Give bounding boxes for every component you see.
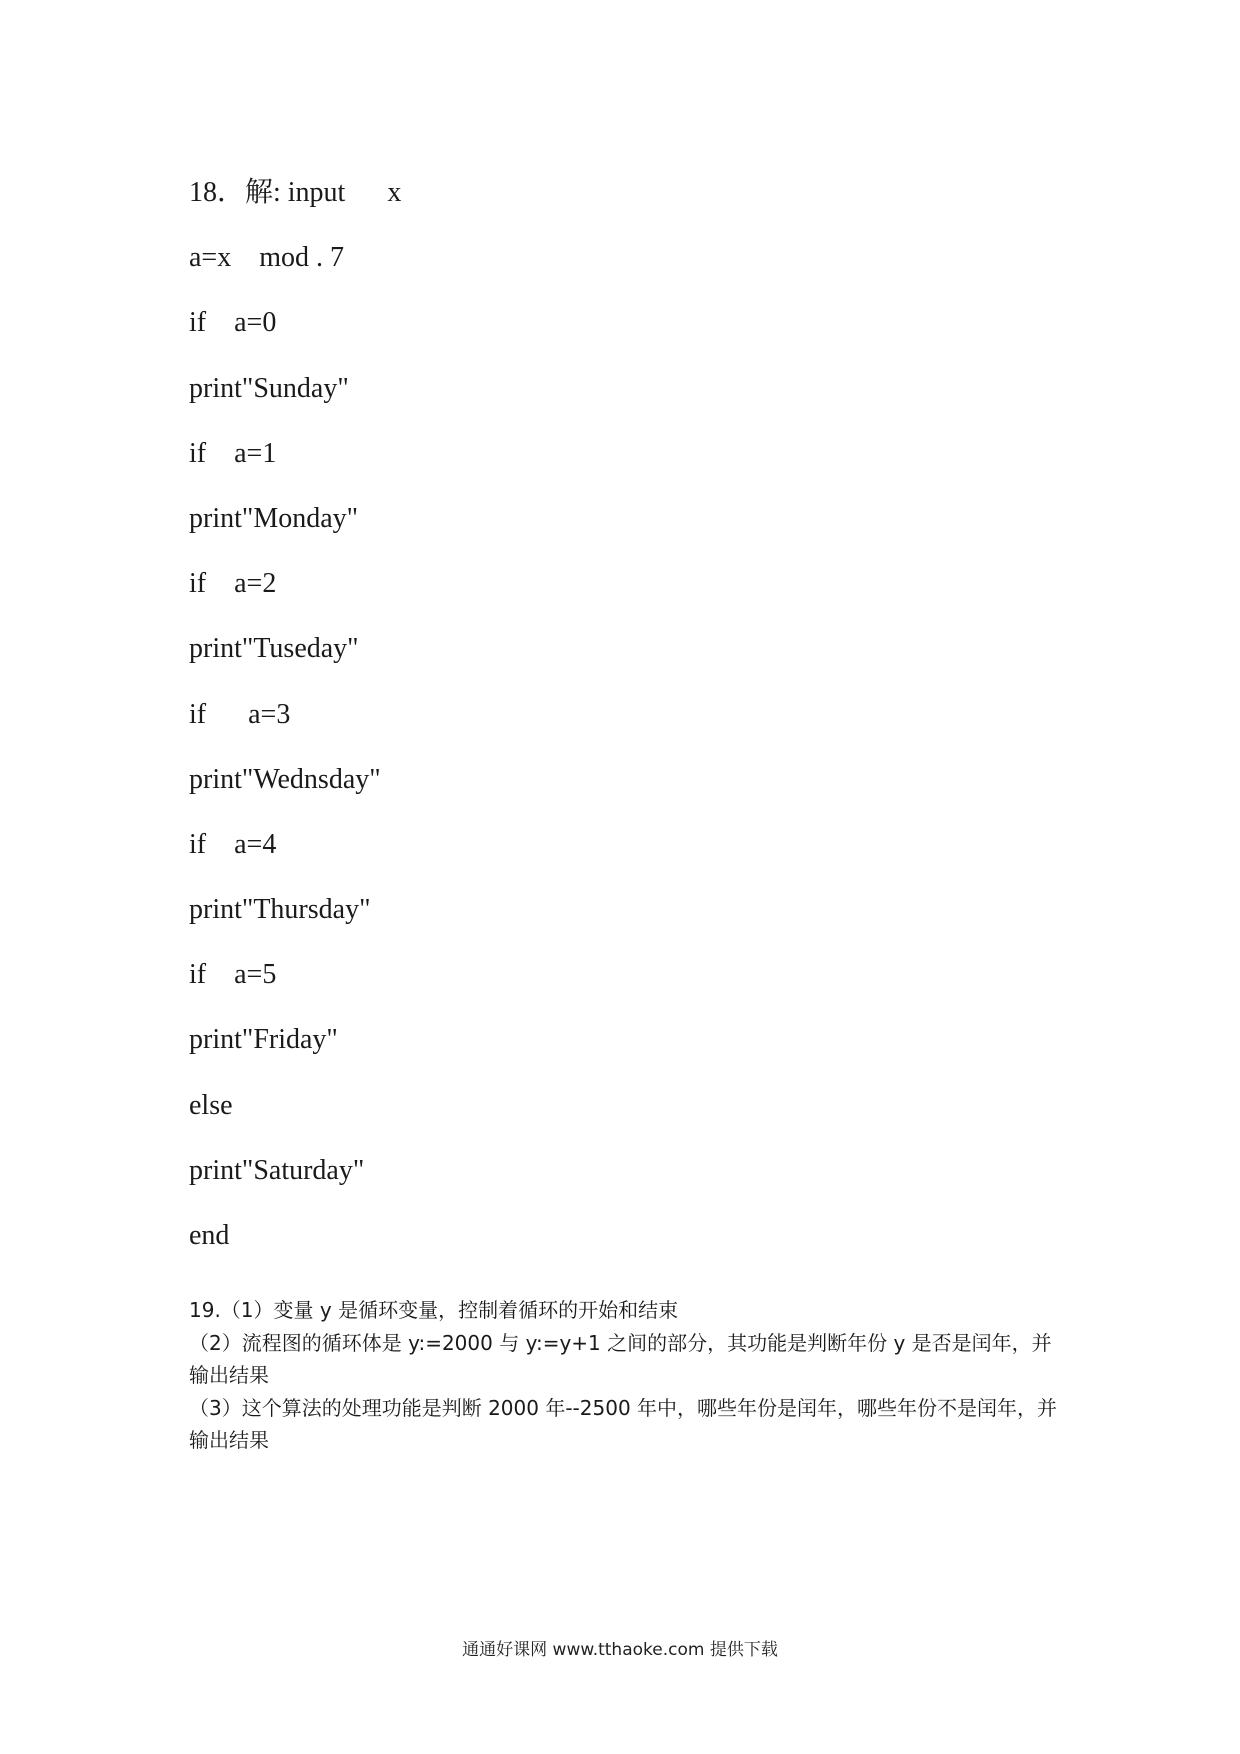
code-line-16: print"Saturday" bbox=[189, 1154, 365, 1186]
code-line-15: else bbox=[189, 1089, 233, 1121]
code-line-3: if a=0 bbox=[189, 307, 277, 339]
code-line-7: if a=2 bbox=[189, 568, 277, 600]
problem-19-answer bbox=[189, 1294, 1069, 1457]
code-line-13: if a=5 bbox=[189, 959, 277, 991]
answer-19-part-2: （2）流程图的循环体是 y:=2000 与 y:=y+1 之间的部分，其功能是判断年份 y 是否是闰年，并输出结果 bbox=[189, 1330, 1052, 1387]
answer-19-part-3: （3）这个算法的处理功能是判断 2000 年--2500 年中，哪些年份是闰年，哪些年份不是闰年，并输出结果 bbox=[189, 1395, 1058, 1452]
problem-18-solution bbox=[189, 160, 1089, 1268]
code-line-2: a=x mod . 7 bbox=[189, 242, 344, 274]
code-line-17: end bbox=[189, 1220, 230, 1251]
code-line-text: input x bbox=[287, 177, 402, 208]
problem-18-label: 18．解: bbox=[189, 177, 288, 208]
code-line-10: print"Wednsday" bbox=[189, 763, 381, 795]
code-line-11: if a=4 bbox=[189, 828, 277, 860]
code-line-12: print"Thursday" bbox=[189, 894, 371, 926]
code-line-8: print"Tuseday" bbox=[189, 633, 359, 665]
code-line-1 bbox=[189, 160, 1089, 225]
code-line-9: if a=3 bbox=[189, 698, 291, 730]
code-line-5: if a=1 bbox=[189, 437, 277, 469]
answer-19-part-1: 19.（1）变量 y 是循环变量，控制着循环的开始和结束 bbox=[189, 1298, 679, 1322]
code-line-14: print"Friday" bbox=[189, 1024, 338, 1056]
code-line-6: print"Monday" bbox=[189, 502, 359, 534]
footer-credit: 通通好课网 www.tthaoke.com 提供下载 bbox=[462, 1640, 778, 1660]
code-line-4: print"Sunday" bbox=[189, 372, 349, 404]
